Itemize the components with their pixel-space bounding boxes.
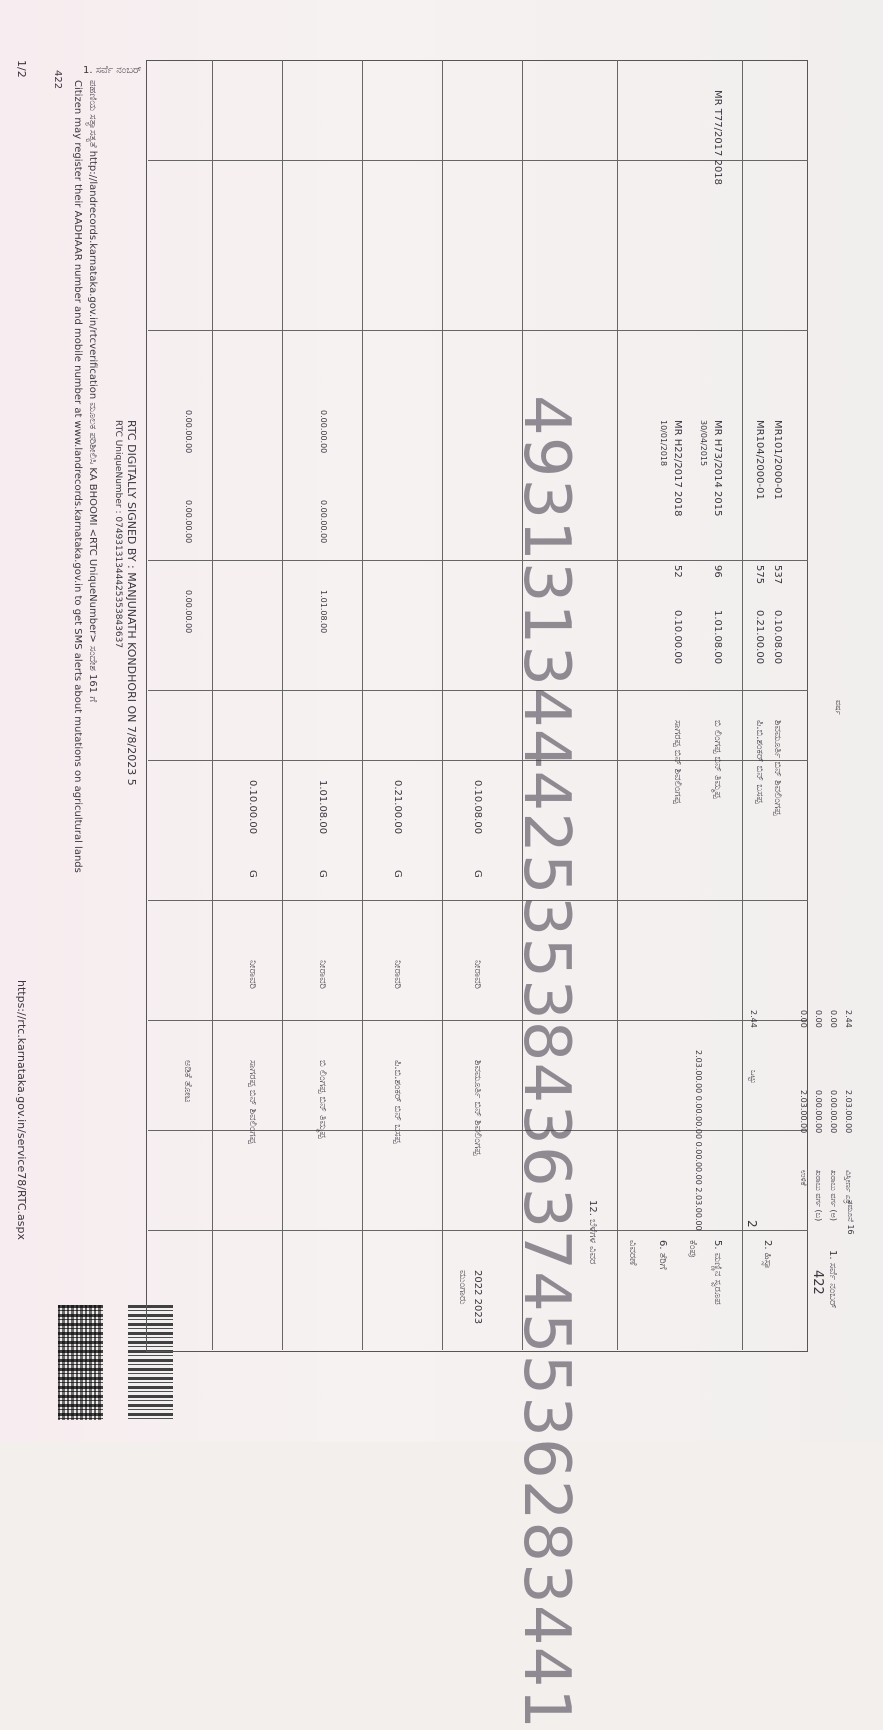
crop-col-value: 0.00.00.00 [319,500,328,544]
rtc-unique-number: RTC UniqueNumber : 07493131344425353843637 [113,420,123,649]
page-number: 1/2 [15,60,28,78]
survey-no-value: 422 [810,1270,825,1295]
extent-row-kharab: 0.00 [829,1010,838,1028]
extent-row-kharab: 0.00 [799,1010,808,1028]
extent-row-value: 2.03.00.00 [799,1090,808,1134]
col-divider [148,1020,808,1021]
remarks-label: ವಿವರಣೆ [627,1240,638,1266]
crop-col-value: 0.00.00.00 [184,590,193,634]
aadhaar-line: Citizen may register their AADHAAR number and mobile number at www.landrecords.karnataka.gov.in to get SMS alerts about mutations on agricultural lands [72,80,83,873]
crop-row-area: 0.10.08.00 [472,780,483,835]
owner-khata: 52 [672,565,683,578]
tax-label: 6. ತೆರಿಗೆ [657,1240,668,1270]
extent-row-value: 0.00.00.00 [829,1090,838,1134]
crop-row-name: ಪಿ.ಬಿ.ಶಂಕರ್ ಬಿನ್ ಬಸಪ್ಪ [392,1060,403,1144]
survey-no-label: 1. ಸರ್ವೆ ನಂಬರ್ [83,65,142,76]
owner-mr: MR H22/2017 2018 [672,420,683,517]
extent-row-kharab: 2.44 [844,1010,853,1028]
form-subtitle: ವರ್ಷ [834,700,843,715]
owner-khata: 575 [754,565,765,585]
survey-no: 422 [52,70,63,90]
extent-row-kharab: 0.00 [814,1010,823,1028]
owner-extent: 0.21.00.00 [754,610,765,665]
crop-season: ಮುಂಗಾರು [457,1270,468,1305]
owner-mr-date: 30/04/2015 [699,420,708,467]
owner-name: ಸಾಗರಪ್ಪ ಬಿನ್ ಶಿವಲಿಂಗಪ್ಪ [672,720,683,804]
hissa-value: 2 [745,1220,759,1228]
crop-row-name: ಅಡಿಕೆ ತೋಟ [182,1060,193,1103]
crop-row-type: ನೀರಾವರಿ [247,960,258,989]
crop-section-label: 12. ಬೆಳೆಗಳ ವಿವರ [587,1200,598,1265]
crop-row-g: G [317,870,328,878]
crop-row-name: ಬಿ ಲಿಂಗಪ್ಪ ಬಿನ್ ತಿಮ್ಮಪ್ಪ [317,1060,328,1139]
row-divider [742,60,743,1350]
extent-row-label: ಖರಾಬು ವರ್ಗ (ಅ) [829,1170,838,1222]
owner-mr: MR104/2000-01 [754,420,765,500]
right-note: MR T77/2017 2018 [712,90,723,186]
extent-row-value: 0.00.00.00 [814,1090,823,1134]
extent-row-value: 2.03.00.00 [844,1090,853,1134]
total-label: ಒಟ್ಟು [749,1070,758,1084]
crop-row-area: 1.01.08.00 [317,780,328,835]
crop-row-type: ನೀರಾವರಿ [472,960,483,989]
owner-khata: 537 [772,565,783,585]
row-divider [442,60,443,1350]
col-divider [148,1230,808,1231]
crop-col-value: 0.00.00.00 [184,500,193,544]
survey-no-label-2: 1. ಸರ್ವೆ ನಂಬರ್ [827,1250,838,1309]
crop-row-area: 0.21.00.00 [392,780,403,835]
crop-row-name: ಸಾಗರಪ್ಪ ಬಿನ್ ಶಿವಲಿಂಗಪ್ಪ [247,1060,258,1144]
crop-row-name: ಶಿವಮೂರ್ತಿ ಬಿನ್ ಶಿವಲಿಂಗಪ್ಪ [472,1060,483,1156]
crop-row-g: G [392,870,403,878]
hissa-label: 2. ಹಿಸ್ಸಾ [762,1240,773,1270]
col-divider [148,330,808,331]
owner-mr: MR101/2000-01 [772,420,783,500]
owner-name: ಶಿವಮೂರ್ತಿ ಬಿನ್ ಶಿವಲಿಂಗಪ್ಪ [772,720,783,816]
crop-col-value: 0.00.00.00 [184,410,193,454]
footer-url[interactable]: https://rtc.karnataka.gov.in/service78/RTC.aspx [15,980,28,1240]
crop-year: 2022 2023 [472,1270,483,1325]
crop-row-area: 0.10.00.00 [247,780,258,835]
crop-row-g: G [247,870,258,878]
crop-row-g: G [472,870,483,878]
col-divider [148,690,808,691]
crop-totals: 2.03.00.00 0.00.00.00 0.00.00.00 2.03.00.00 [694,1050,703,1231]
crop-row-type: ನೀರಾವರಿ [392,960,403,989]
owner-mr-date: 10/01/2018 [659,420,668,467]
row-divider [282,60,283,1350]
col-divider [148,900,808,901]
owner-name: ಬಿ ಲಿಂಗಪ್ಪ ಬಿನ್ ತಿಮ್ಮಪ್ಪ [712,720,723,799]
crop-col-value: 1.01.08.00 [319,590,328,634]
col-divider [148,160,808,161]
total-kharab: 2.44 [749,1010,758,1028]
row-divider [362,60,363,1350]
crop-col-value: 0.00.00.00 [319,410,328,454]
land-value: ಕೆಂಪು [687,1240,698,1258]
row-divider [212,60,213,1350]
extent-row-label: ಖರಾಬು ವರ್ಗ (ಬ) [814,1170,823,1222]
row-divider [617,60,618,1350]
crop-row-type: ನೀರಾವರಿ [317,960,328,989]
owner-khata: 96 [712,565,723,578]
form-title: ನಮೂನೆ 16 [846,1200,855,1235]
barcode-image-overlay [58,1305,103,1420]
owner-name: ಪಿ.ಬಿ.ಶಂಕರ್ ಬಿನ್ ಬಸಪ್ಪ [754,720,765,804]
digital-sign: RTC DIGITALLY SIGNED BY : MANJUNATH KONDHORI ON 7/8/2023 5 [125,420,138,786]
owner-extent: 0.10.00.00 [672,610,683,665]
owner-extent: 1.01.08.00 [712,610,723,665]
watermark-number: 49313134442535384363745536283441 [509,395,583,1730]
col-divider [148,760,808,761]
land-label: 5. ಮಣ್ಣಿನ ಸ್ವರೂಪ [712,1240,723,1305]
owner-mr: MR H73/2014 2015 [712,420,723,517]
rtc-table-frame [146,60,808,1352]
extent-row-label: ವಿಸ್ತೀರ್ಣ ಎಕ್ರೆ [844,1170,853,1205]
verify-line: ಪಹಣಿಯ ಸತ್ಯಾಸತ್ಯತೆ http://landrecords.karnataka.gov.in/rtcverification ಮೂಲಕ ಪರಿಶೀಲಿಸಿ KA BHOOMI <RTC UniqueNumber> ಸಂದೇಶ 161 ಗೆ [87,80,98,703]
extent-row-label: ಉಳಿಕೆ [799,1170,808,1186]
owner-extent: 0.10.08.00 [772,610,783,665]
col-divider [148,560,808,561]
